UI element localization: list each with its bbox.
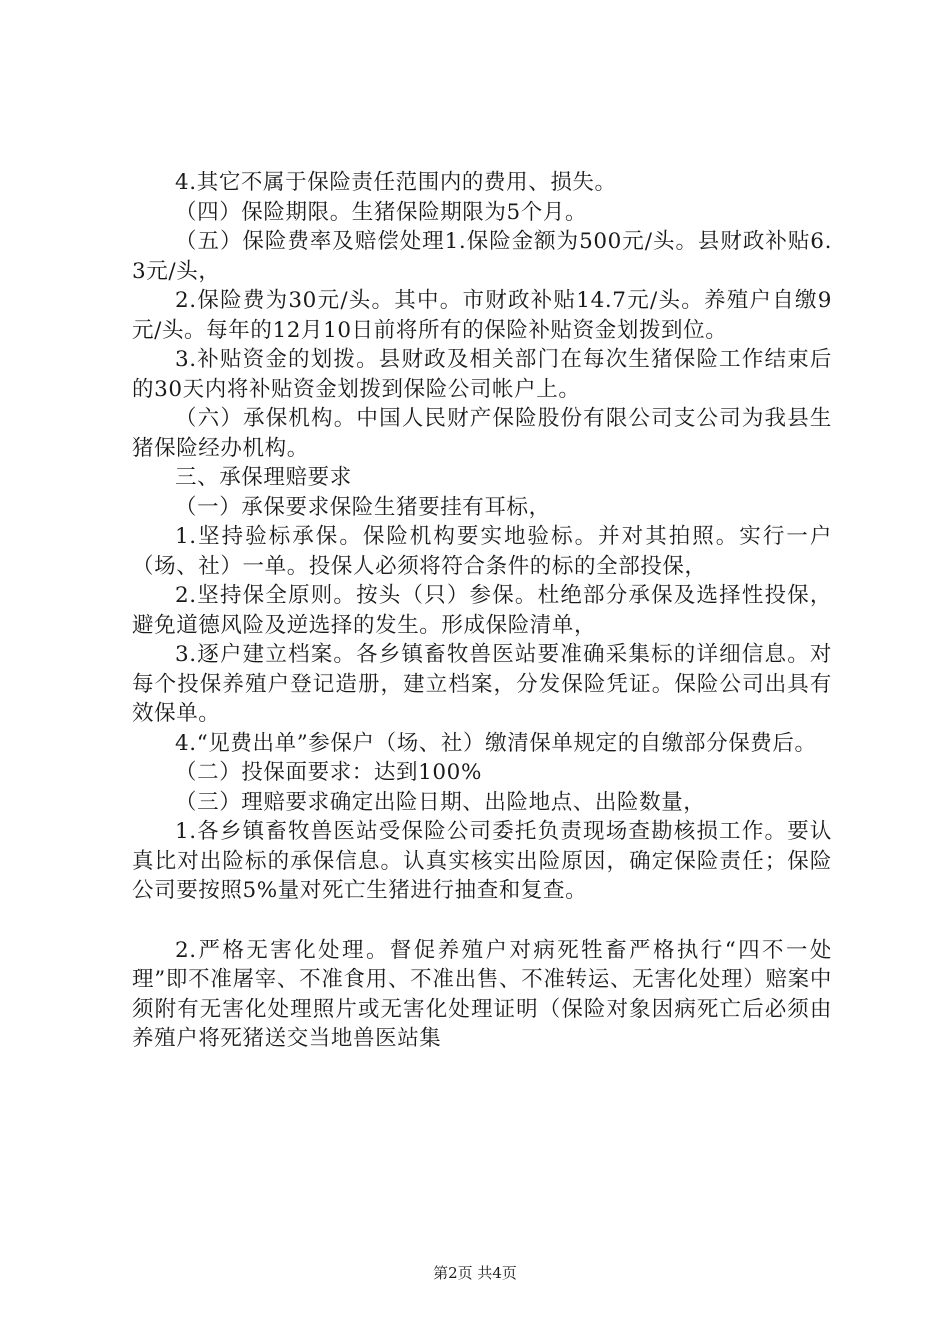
- section-heading-3: 三、承保理赔要求: [175, 465, 352, 490]
- paragraph-3: （五）保险费率及赔偿处理1.保险金额为500元/头。县财政补贴6.3元/头，: [132, 229, 832, 284]
- paragraph-15: 1.各乡镇畜牧兽医站受保险公司委托负责现场查勘核损工作。要认真比对出险标的承保信息。认真实核实出险原因，确定保险责任；保险公司要按照5%量对死亡生猪进行抽查和复查。: [132, 819, 832, 903]
- paragraph-1: 4.其它不属于保险责任范围内的费用、损失。: [175, 170, 617, 195]
- paragraph-4: 2.保险费为30元/头。其中。市财政补贴14.7元/头。养殖户自缴9元/头。每年的12月10日前将所有的保险补贴资金划拨到位。: [132, 288, 832, 343]
- paragraph-11: 3.逐户建立档案。各乡镇畜牧兽医站要准确采集标的详细信息。对每个投保养殖户登记造册，建立档案，分发保险凭证。保险公司出具有效保单。: [132, 642, 832, 726]
- paragraph-16: 2.严格无害化处理。督促养殖户对病死牲畜严格执行“四不一处理”即不准屠宰、不准食用、不准出售、不准转运、无害化处理）赔案中须附有无害化处理照片或无害化处理证明（保险对象因病死亡后必须由养殖户将死猪送交当地兽医站集: [132, 937, 832, 1051]
- paragraph-9: 1.坚持验标承保。保险机构要实地验标。并对其拍照。实行一户（场、社）一单。投保人必须将符合条件的标的全部投保，: [132, 524, 832, 579]
- paragraph-14: （三）理赔要求确定出险日期、出险地点、出险数量，: [175, 789, 706, 815]
- paragraph-8: （一）承保要求保险生猪要挂有耳标，: [175, 494, 551, 520]
- paragraph-10: 2.坚持保全原则。按头（只）参保。杜绝部分承保及选择性投保，避免道德风险及逆选择的发生。形成保险清单，: [132, 583, 832, 638]
- document-body: [132, 168, 832, 1054]
- paragraph-6: （六）承保机构。中国人民财产保险股份有限公司支公司为我县生猪保险经办机构。: [132, 406, 832, 461]
- paragraph-13: （二）投保面要求：达到100%: [175, 760, 482, 785]
- page-footer: 第2页 共4页: [433, 1264, 517, 1282]
- paragraph-12: 4.“见费出单”参保户（场、社）缴清保单规定的自缴部分保费后。: [175, 730, 817, 756]
- paragraph-2: （四）保险期限。生猪保险期限为5个月。: [175, 199, 588, 225]
- paragraph-5: 3.补贴资金的划拨。县财政及相关部门在每次生猪保险工作结束后的30天内将补贴资金划拨到保险公司帐户上。: [132, 347, 832, 402]
